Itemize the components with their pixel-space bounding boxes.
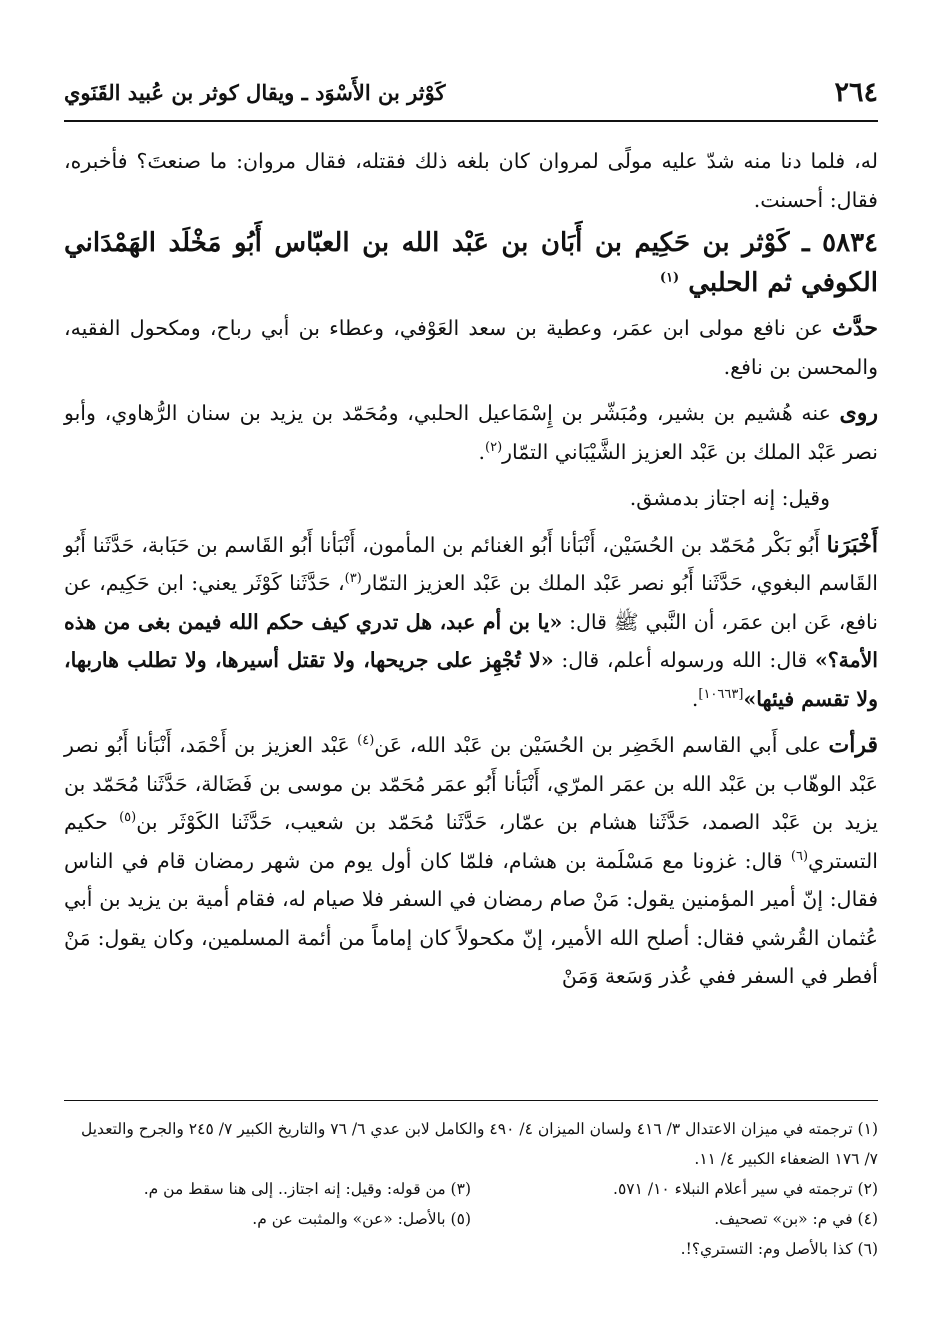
page-header [64,70,878,114]
footnotes [64,1114,878,1264]
hadith-number: [١٠٦٦٣] [698,686,744,702]
keyword: روى [839,400,878,426]
footnote-2: (٢) ترجمته في سير أعلام النبلاء ١٠/ ٥٧١. [613,1180,878,1198]
entry-title [64,223,878,303]
footnote-rule [64,1100,878,1101]
paragraph-text: عنه هُشيم بن بشير، ومُبَشّر بن إِسْمَاعيل الحلبي، ومُحَمّد بن يزيد بن سنان الرُّهاوي، وأبو نصر عَبْد الملك بن عَبْد العزيز الشَّيْبَاني التمّار [64,401,878,464]
keyword: قرأت [828,732,879,758]
paragraph-read: قرأت على أَبي القاسم الخَضِر بن الحُسَيْن بن عَبْد الله، عَن$^{(٤)}$ عَبْد العزيز بن أَحْمَد، أَنْبَأنا أَبُو نصر عَبْد الوهّاب بن عَبْد الله بن عمَر المرّي، أَنْبَأنا أَبُو عمَر مُحَمّد بن موسى بن فَضَالة، حَدَّثَنا مُحَمّد بن يزيد بن عَبْد الصمد، حَدَّثَنا هشام بن عمّار، حَدَّثَنا مُحَمّد بن شعيب، حَدَّثَنا الكَوْثَر بن$^{(٥)}$ حكيم التستري$^{(٦)}$ قال: غزونا مع مَسْلَمة بن هشام، فلمّا كان أول يوم من شهر رمضان قام في الناس فقال: إنّ أمير المؤمنين يقول: مَنْ صام رمضان في السفر فلا صيام له، فقام أمية بن يزيد بن أبي عُثمان القُرشي فقال: أصلح الله الأمير، إنّ مكحولاً كان إماماً من أئمة المسلمين، وكان يقول: مَنْ أفطر في السفر ففي عُذر وَسَعة وَمَنْ [64,732,879,988]
paragraph-narrated-by: روى عنه هُشيم بن بشير، ومُبَشّر بن إِسْمَاعيل الحلبي، ومُحَمّد بن يزيد بن سنان الرُّهاوي، وأبو نصر عَبْد الملك بن عَبْد العزيز الشَّيْبَاني التمّار$^{(٢)}$. [64,400,878,464]
footnote-4: (٤) في م: «بن» تصحيف. [714,1210,878,1228]
main-text [64,142,878,996]
footnote-6: (٦) كذا بالأصل وم: التستري؟!. [680,1240,878,1258]
header-rule [64,120,878,122]
keyword: حدَّث [832,315,878,341]
paragraph-note: وقيل: إنه اجتاز بدمشق. [629,486,830,510]
footnote-ref: (٤) [357,733,375,749]
paragraph-hadith: أَخْبَرَنا أَبُو بَكْر مُحَمّد بن الحُسَيْن، أَنْبَأنا أَبُو الغنائم بن المأمون، أَنْبَأنا أَبُو القَاسم بن حَبَابة، حَدَّثَنا أَبُو القَاسم البغوي، حَدَّثَنا أَبُو نصر عَبْد الملك بن عَبْد العزيز التمّار$^{(٣)}$، حَدَّثَنا كَوْثَر يعني: ابن حَكِيم، عن نافع، عَن ابن عمَر، أن النَّبي ﷺ قال: «يا بن أم عبد، هل تدري كيف حكم الله فيمن بغى من هذه الأمة؟» قال: الله ورسوله أعلم، قال: «لا تُجْهِز على جريحها، ولا تقتل أسيرها، ولا تطلب هاربها، ولا تقسم فيئها»[١٠٦٦٣]. [64,531,878,711]
footnote-row [64,1174,878,1204]
footnote-ref: (٢) [485,439,503,455]
running-title: كَوْثر بن الأَسْوَد ـ ويقال كوثر بن عُبيد القَنَوي [64,79,446,105]
footnote-ref: (٥) [119,810,137,826]
hadith-quote: «لا تُجْهِز على جريحها، ولا تقتل أسيرها، ولا تطلب هاربها، ولا تقسم فيئها» [64,648,878,711]
footnote-1: (١) ترجمته في ميزان الاعتدال ٣/ ٤١٦ ولسان الميزان ٤/ ٤٩٠ والكامل لابن عدي ٦/ ٧٦ والتاريخ الكبير ٧/ ٢٤٥ والجرح والتعديل ٧/ ١٧٦ الضعفاء الكبير ٤/ ١١. [81,1120,878,1168]
footnote-3: (٣) من قوله: وقيل: إنه اجتاز.. إلى هنا سقط من م. [143,1180,471,1198]
paragraph-narrated-from [64,309,878,386]
footnote-row [64,1204,878,1234]
intro-paragraph: له، فلما دنا منه شدّ عليه مولًى لمروان كان بلغه ذلك فقتله، فقال مروان: ما صنعتَ؟ فأخبره، فقال: أحسنت. [64,149,878,212]
paragraph-text: عن نافع مولى ابن عمَر، وعطية بن سعد العَوْفي، وعطاء بن أبي رباح، ومكحول الفقيه، والمحسن بن نافع. [64,316,878,379]
footnote-ref: (١) [659,270,680,286]
entry-title-text: ٥٨٣٤ ـ كَوْثر بن حَكِيم بن أَبَان بن عَبْد الله بن العبّاس أَبُو مَخْلَد الهَمْدَاني الكوفي ثم الحلبي [64,228,878,298]
keyword: أَخْبَرَنا [826,531,878,558]
footnote-5: (٥) بالأصل: «عن» والمثبت عن م. [252,1210,471,1228]
footnote-ref: (٣) [344,571,362,587]
hadith-quote: «يا بن أم عبد، هل تدري كيف حكم الله فيمن بغى من هذه الأمة؟» [64,609,878,672]
footnote-ref: (٦) [790,848,809,864]
page-number: ٢٦٤ [834,76,878,108]
paragraph-text: أَبُو بَكْر مُحَمّد بن الحُسَيْن، أَنْبَأنا أَبُو الغنائم بن المأمون، أَنْبَأنا أَبُو القَاسم بن حَبَابة، حَدَّثَنا أَبُو القَاسم البغوي، حَدَّثَنا أَبُو نصر عَبْد الملك بن عَبْد العزيز التمّار [64,532,878,595]
